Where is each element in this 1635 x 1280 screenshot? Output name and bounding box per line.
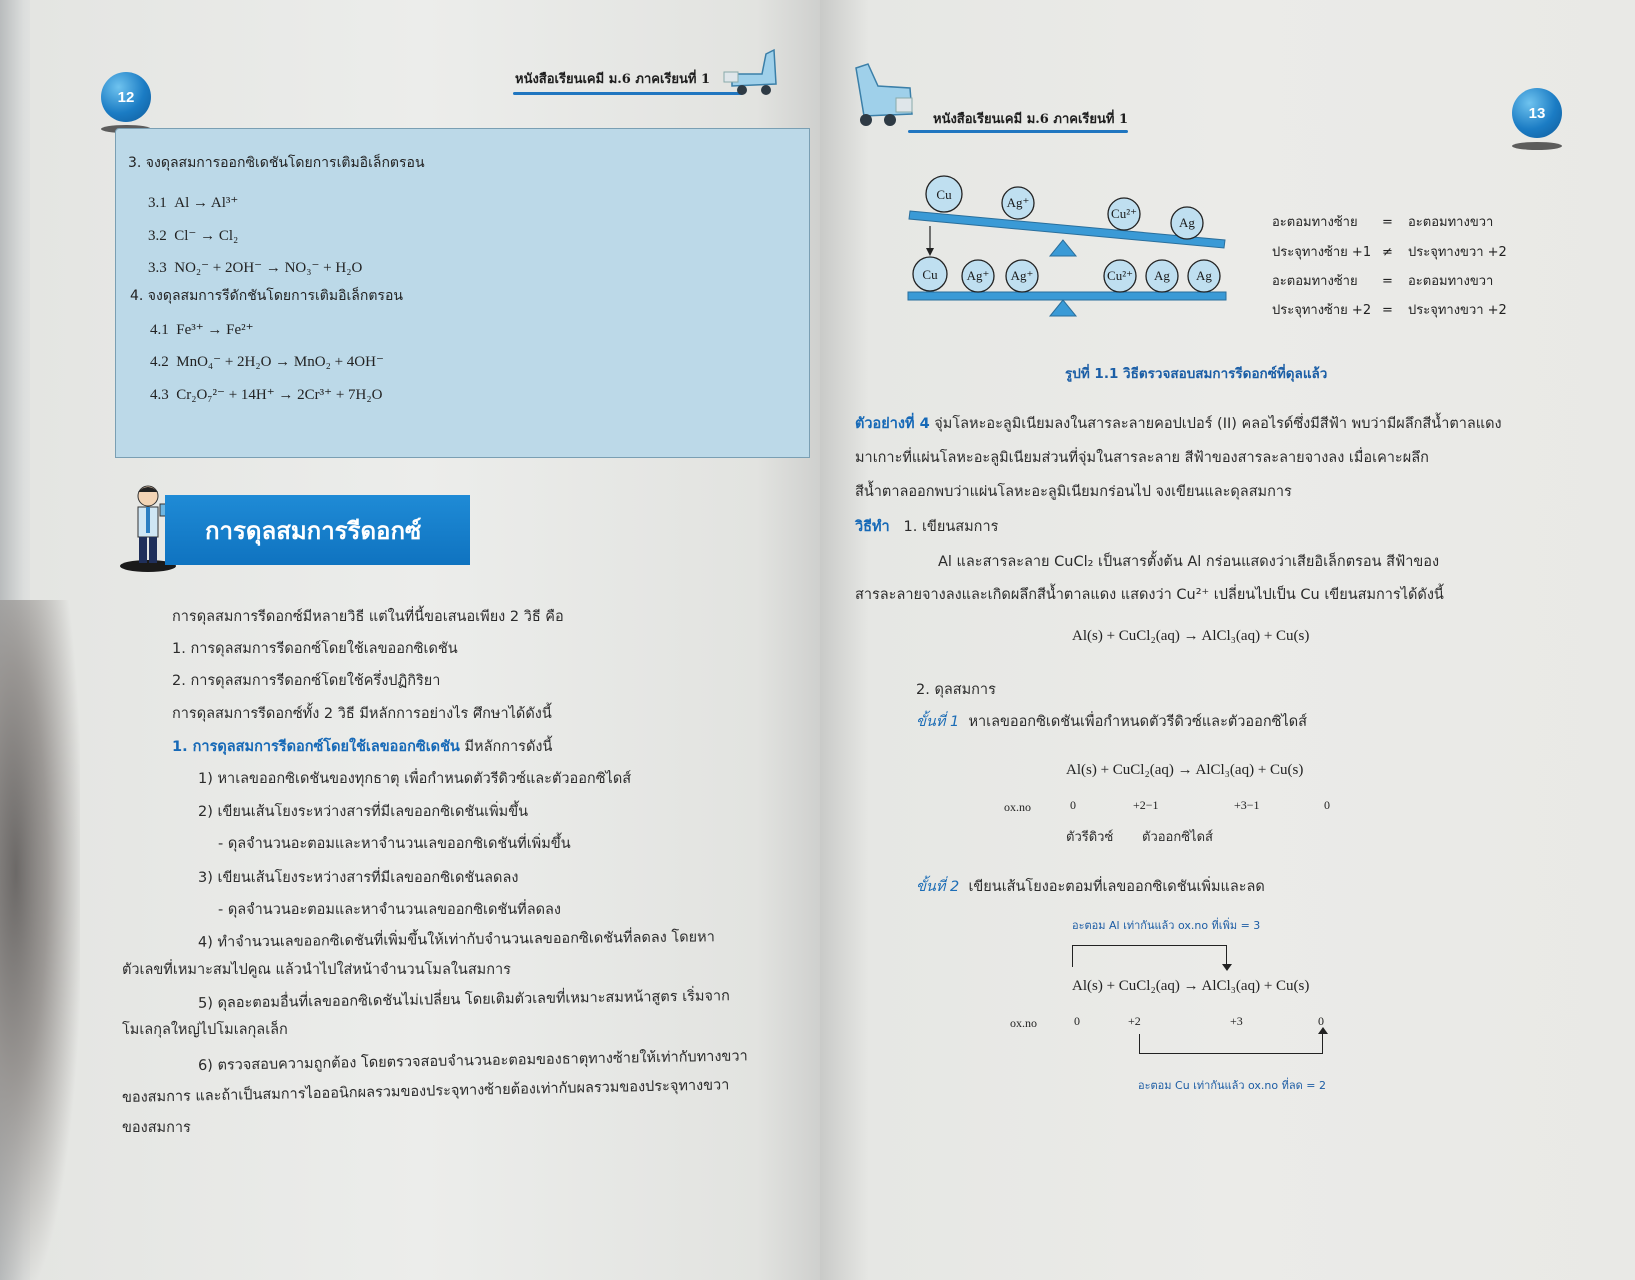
- check-right: ประจุทางขวา +2: [1408, 303, 1507, 318]
- balance-scale-figure: [900, 168, 1230, 328]
- step-4: 4) ทำจำนวนเลขออกซิเดชันที่เพิ่มขึ้นให้เท่ากับจำนวนเลขออกซิเดชันที่ลดลง โดยหา: [197, 929, 715, 951]
- example-line-2: มาเกาะที่แผ่นโลหะอะลูมิเนียมส่วนที่จุ่มในสารละลาย สีฟ้าของสารละลายจางลง เมื่อเคาะผลึก: [855, 450, 1429, 466]
- method-item-1: 1. การดุลสมการรีดอกซ์โดยใช้เลขออกซิเดชัน: [172, 641, 458, 657]
- check-left: อะตอมทางซ้าย: [1272, 274, 1358, 289]
- stage-2-oxno-cucl2: +2: [1128, 1014, 1141, 1028]
- stage-2-oxno-al: 0: [1074, 1014, 1080, 1028]
- method-item-2: 2. การดุลสมการรีดอกซ์โดยใช้ครึ่งปฏิกิริยา: [172, 673, 441, 689]
- solution-heading: [855, 515, 998, 538]
- exercise-q4-3: [150, 385, 382, 404]
- equation: Al → Al³⁺: [174, 195, 239, 211]
- stage-1-oxno-cucl2: +2−1: [1133, 798, 1159, 812]
- oxidizer-label: ตัวออกซิไดส์: [1142, 830, 1213, 845]
- equation: NO₂⁻ + 2OH⁻ → NO₃⁻ + H₂O: [174, 260, 363, 276]
- svg-text:Ag⁺: Ag⁺: [1006, 195, 1030, 210]
- item-number: 3.3: [148, 260, 167, 276]
- solution-step-2: 2. ดุลสมการ: [916, 682, 996, 698]
- exercise-q3-heading: 3. จงดุลสมการออกซิเดชันโดยการเติมอิเล็กตรอน: [128, 155, 425, 171]
- reaction-equation: Al(s) + CuCl₂(aq) → AlCl₃(aq) + Cu(s): [1072, 628, 1310, 644]
- equation: Cr₂O₇²⁻ + 14H⁺ → 2Cr³⁺ + 7H₂O: [176, 387, 383, 403]
- check-right: อะตอมทางขวา: [1408, 274, 1494, 289]
- page-number-shadow: [1512, 142, 1562, 150]
- stage-1-line: [916, 710, 1307, 733]
- svg-text:Ag⁺: Ag⁺: [1010, 268, 1034, 283]
- arrow-up-icon: [1318, 1027, 1328, 1034]
- exercise-q4-2: [150, 352, 384, 371]
- running-head-underline: [908, 130, 1128, 133]
- reducer-label: ตัวรีดิวซ์: [1066, 830, 1114, 845]
- stage-2-text: เขียนเส้นโยงอะตอมที่เลขออกซิเดชันเพิ่มและลด: [968, 879, 1265, 895]
- check-op: =: [1382, 303, 1393, 318]
- stage-1-oxno-cu: 0: [1324, 798, 1330, 812]
- stage-1-oxno-al: 0: [1070, 798, 1076, 812]
- svg-text:Cu²⁺: Cu²⁺: [1107, 268, 1133, 283]
- example-line-1: [855, 412, 1502, 435]
- ion-cu: Cu: [936, 187, 952, 202]
- truck-icon: [722, 44, 778, 102]
- section-title-banner: การดุลสมการรีดอกซ์: [165, 495, 470, 565]
- method1-suffix: มีหลักการดังนี้: [459, 739, 553, 755]
- check-row-4: [1272, 299, 1507, 320]
- running-head-right: หนังสือเรียนเคมี ม.6 ภาคเรียนที่ 1: [933, 112, 1129, 127]
- step-3: 3) เขียนเส้นโยงระหว่างสารที่มีเลขออกซิเดชันลดลง: [198, 870, 519, 886]
- stage-2-label: ขั้นที่ 2: [916, 879, 960, 895]
- solution-para-1: Al และสารละลาย CuCl₂ เป็นสารตั้งต้น Al กร่อนแสดงว่าเสียอิเล็กตรอน สีฟ้าของ: [938, 554, 1440, 570]
- svg-text:Cu²⁺: Cu²⁺: [1111, 206, 1137, 221]
- equation: Fe³⁺ → Fe²⁺: [176, 322, 254, 338]
- check-row-1: [1272, 211, 1493, 232]
- study-line: การดุลสมการรีดอกซ์ทั้ง 2 วิธี มีหลักการอย่างไร ศึกษาได้ดังนี้: [172, 706, 552, 722]
- method1-title: 1. การดุลสมการรีดอกซ์โดยใช้เลขออกซิเดชัน: [172, 739, 460, 755]
- method1-heading: [172, 735, 552, 758]
- svg-text:Ag: Ag: [1179, 215, 1195, 230]
- item-number: 3.2: [148, 228, 167, 244]
- stage-2-oxno-alcl3: +3: [1230, 1014, 1243, 1028]
- page-number-left: 12: [101, 72, 151, 122]
- step-3-sub: - ดุลจำนวนอะตอมและหาจำนวนเลขออกซิเดชันที่ลดลง: [218, 902, 561, 918]
- arrow-down-icon: [1222, 964, 1232, 971]
- step-2: 2) เขียนเส้นโยงระหว่างสารที่มีเลขออกซิเดชันเพิ่มขึ้น: [198, 804, 529, 820]
- truck-icon: [850, 62, 920, 132]
- check-row-3: [1272, 270, 1493, 291]
- step-2-sub: - ดุลจำนวนอะตอมและหาจำนวนเลขออกซิเดชันที่เพิ่มขึ้น: [218, 836, 571, 852]
- example-label: ตัวอย่างที่ 4: [855, 416, 930, 432]
- solution-label: วิธีทำ: [855, 519, 890, 535]
- example-line-3: สีน้ำตาลออกพบว่าแผ่นโลหะอะลูมิเนียมกร่อนไป จงเขียนและดุลสมการ: [855, 484, 1292, 500]
- stage-1-oxno-label: ox.no: [1004, 800, 1031, 814]
- exercise-q3-1: [148, 193, 238, 212]
- stage-2-line: [916, 875, 1265, 898]
- check-op: =: [1382, 274, 1393, 289]
- step-6: 6) ตรวจสอบความถูกต้อง โดยตรวจสอบจำนวนอะตอมของธาตุทางซ้ายให้เท่ากับทางขวา: [197, 1048, 748, 1074]
- check-op: =: [1382, 215, 1393, 230]
- step-4-cont: ตัวเลขที่เหมาะสมไปคูณ แล้วนำไปใส่หน้าจำนวนโมลในสมการ: [122, 962, 511, 978]
- increase-bracket: [1072, 945, 1227, 967]
- item-number: 4.3: [150, 387, 169, 403]
- page-stain: [0, 600, 80, 1280]
- stage-2-bottom-note: อะตอม Cu เท่ากันแล้ว ox.no ที่ลด = 2: [1138, 1079, 1326, 1092]
- check-left: ประจุทางซ้าย +1: [1272, 245, 1372, 260]
- stage-2-oxno-label: ox.no: [1010, 1016, 1037, 1030]
- stage-1-text: หาเลขออกซิเดชันเพื่อกำหนดตัวรีดิวซ์และตัวออกซิไดส์: [968, 714, 1308, 730]
- step-5: 5) ดุลอะตอมอื่นที่เลขออกซิเดชันไม่เปลี่ยน โดยเติมตัวเลขที่เหมาะสมหน้าสูตร เริ่มจาก: [197, 988, 730, 1012]
- svg-text:Cu: Cu: [922, 267, 938, 282]
- running-head-left: หนังสือเรียนเคมี ม.6 ภาคเรียนที่ 1: [515, 72, 711, 87]
- item-number: 3.1: [148, 195, 167, 211]
- check-left: ประจุทางซ้าย +2: [1272, 303, 1372, 318]
- check-row-2: [1272, 241, 1507, 262]
- intro-text: การดุลสมการรีดอกซ์มีหลายวิธี แต่ในที่นี้ขอเสนอเพียง 2 วิธี คือ: [172, 609, 564, 625]
- equation: MnO₄⁻ + 2H₂O → MnO₂ + 4OH⁻: [176, 354, 384, 370]
- decrease-bracket: [1139, 1034, 1323, 1054]
- page-number-right: 13: [1512, 88, 1562, 138]
- stage-1-oxno-alcl3: +3−1: [1234, 798, 1260, 812]
- svg-text:Ag⁺: Ag⁺: [966, 268, 990, 283]
- stage-1-label: ขั้นที่ 1: [916, 714, 960, 730]
- stage-2-equation: Al(s) + CuCl₂(aq) → AlCl₃(aq) + Cu(s): [1072, 978, 1310, 994]
- figure-caption: รูปที่ 1.1 วิธีตรวจสอบสมการรีดอกซ์ที่ดุลแล้ว: [1065, 366, 1328, 382]
- step-1: 1) หาเลขออกซิเดชันของทุกธาตุ เพื่อกำหนดตัวรีดิวซ์และตัวออกซิไดส์: [198, 771, 632, 787]
- stage-2-oxno-cu: 0: [1318, 1014, 1324, 1028]
- solution-para-2: สารละลายจางลงและเกิดผลึกสีน้ำตาลแดง แสดงว่า Cu²⁺ เปลี่ยนไปเป็น Cu เขียนสมการได้ดังนี้: [855, 587, 1444, 603]
- item-number: 4.1: [150, 322, 169, 338]
- check-left: อะตอมทางซ้าย: [1272, 215, 1358, 230]
- equation: Cl⁻ → Cl₂: [174, 228, 239, 244]
- running-head-underline: [513, 92, 743, 95]
- exercise-q4-1: [150, 320, 254, 339]
- stage-2-top-note: อะตอม Al เท่ากันแล้ว ox.no ที่เพิ่ม = 3: [1072, 919, 1261, 932]
- check-right: อะตอมทางขวา: [1408, 215, 1494, 230]
- step-6-cont: ของสมการ และถ้าเป็นสมการไอออนิกผลรวมของประจุทางซ้ายต้องเท่ากับผลรวมของประจุทางขวา: [121, 1077, 730, 1106]
- step-6-end: ของสมการ: [122, 1120, 191, 1136]
- stage-1-equation: Al(s) + CuCl₂(aq) → AlCl₃(aq) + Cu(s): [1066, 762, 1304, 778]
- svg-text:Ag: Ag: [1196, 268, 1212, 283]
- exercise-q4-heading: 4. จงดุลสมการรีดักชันโดยการเติมอิเล็กตรอน: [130, 288, 403, 304]
- exercise-q3-3: [148, 258, 362, 277]
- step-5-cont: โมเลกุลใหญ่ไปโมเลกุลเล็ก: [122, 1022, 288, 1038]
- exercise-q3-2: [148, 226, 238, 245]
- check-op: ≠: [1382, 245, 1393, 260]
- example-text: จุ่มโลหะอะลูมิเนียมลงในสารละลายคอปเปอร์ (II) คลอไรด์ซึ่งมีสีฟ้า พบว่ามีผลึกสีน้ำตาลแดง: [929, 416, 1502, 432]
- check-right: ประจุทางขวา +2: [1408, 245, 1507, 260]
- svg-text:Ag: Ag: [1154, 268, 1170, 283]
- solution-step-1: 1. เขียนสมการ: [903, 519, 999, 535]
- item-number: 4.2: [150, 354, 169, 370]
